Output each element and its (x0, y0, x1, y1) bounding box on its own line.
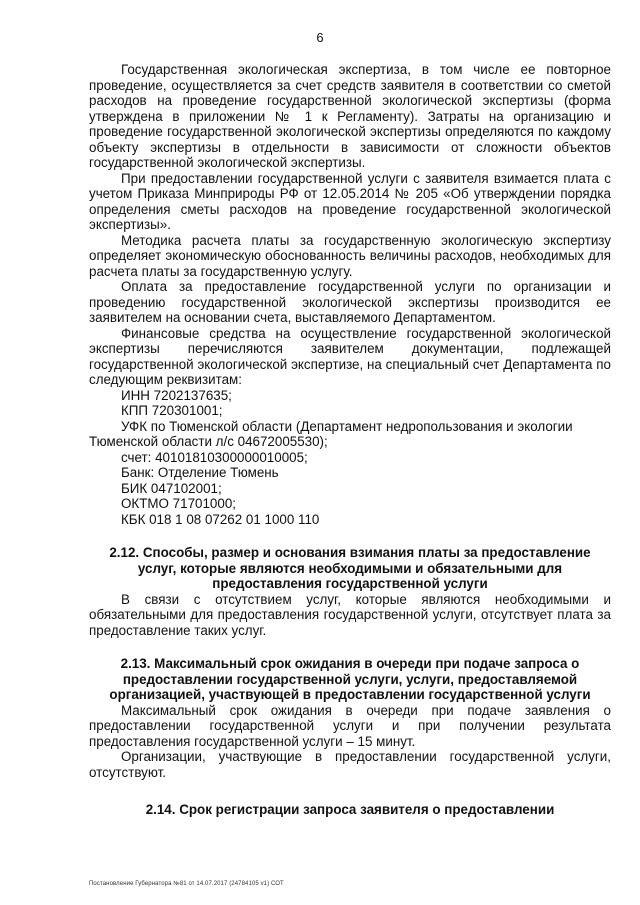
section-heading-2-13: 2.13. Максимальный срок ожидания в очереди при подаче запроса о предоставлении государственной услуги, услуги, предоставляемой организацией, участвующей в предоставлении государственной услуги (109, 656, 591, 702)
paragraph: Государственная экологическая экспертиза, в том числе ее повторное проведение, осуществляется за счет средств заявителя в соответствии со сметой расходов на проведение государственной экологической экспертизы (форма утверждена в приложении № 1 к Регламенту). Затраты на организацию и проведение государственной экологической экспертизы определяются по каждому объекту экспертизы в отдельности в зависимости от сложности объектов государственной экологической экспертизы. (89, 62, 611, 170)
paragraph: При предоставлении государственной услуги с заявителя взимается плата с учетом Приказа Минприроды РФ от 12.05.2014 № 205 «Об утверждении порядка определения сметы расходов на проведение государственной экологической экспертизы». (89, 170, 611, 232)
requisite-bank: Банк: Отделение Тюмень (121, 465, 279, 480)
footer-note: Постановление Губернатора №81 от 14.07.2017 (24784105 v1) СОТ (89, 881, 284, 887)
paragraph: Финансовые средства на осуществление государственной экологической экспертизы перечисляются заявителем документации, подлежащей государственной экологической экспертизе, на специальный счет Департамента по следующим реквизитам: (89, 325, 611, 387)
paragraph: Методика расчета платы за государственную экологическую экспертизу определяет экономическую обоснованность величины расходов, необходимых для расчета платы за государственную услугу. (89, 232, 611, 279)
paragraph: Максимальный срок ожидания в очереди при подаче заявления о предоставлении государственной услуги и при получении результата предоставления государственной услуги – 15 минут. (89, 702, 611, 749)
section-heading-2-14: 2.14. Срок регистрации запроса заявителя о предоставлении (145, 802, 555, 817)
requisite-account: счет: 40101810300000010005; (121, 449, 308, 465)
requisite-oktmo: ОКТМО 71701000; (121, 496, 236, 511)
paragraph: Оплата за предоставление государственной услуги по организации и проведению государственной экологической экспертизы производится ее заявителем на основании счета, выставляемого Департаментом. (89, 279, 611, 325)
requisite-inn: ИНН 7202137635; (121, 387, 232, 403)
paragraph: Организации, участвующие в предоставлении государственной услуги, отсутствуют. (89, 749, 611, 780)
requisite-kpp: КПП 720301001; (121, 403, 223, 418)
requisite-ufk: УФК по Тюменской области (Департамент недропользования и экологии Тюменской области л/с 04672005530); (89, 418, 573, 449)
document-body (89, 62, 611, 818)
page-number: 6 (316, 30, 324, 45)
requisite-bik: БИК 047102001; (121, 480, 222, 496)
section-heading-2-12: 2.12. Способы, размер и основания взимания платы за предоставление услуг, которые являются необходимыми и обязательными для предоставления государственной услуги (109, 545, 591, 591)
requisite-kbk: КБК 018 1 08 07262 01 1000 110 (121, 511, 320, 527)
paragraph: В связи с отсутствием услуг, которые являются необходимыми и обязательными для предоставления государственной услуги, отсутствует плата за предоставление таких услуг. (89, 591, 611, 638)
